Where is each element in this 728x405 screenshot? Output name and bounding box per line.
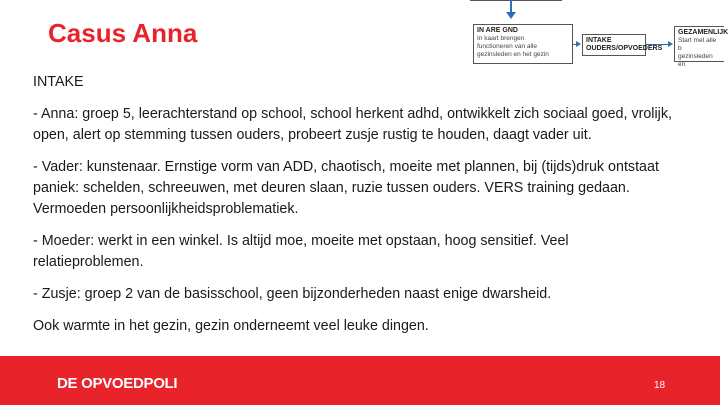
flow-box-text: In kaart brengen <box>477 35 525 42</box>
flow-box-heading: GEZAMENLIJK <box>678 29 728 36</box>
paragraph-anna: - Anna: groep 5, leerachterstand op school, school herkent adhd, ontwikkelt zich sociaal goed, vrolijk, open, alert op stemming tussen ouders, probeert zusje rustig te houden, daagt vader uit. <box>33 106 672 143</box>
flow-box-text: gezinsleden en <box>678 53 713 68</box>
paragraph-moeder: - Moeder: werkt in een winkel. Is altijd moe, moeite met opstaan, hoog sensitief. Veel relatieproblemen. <box>33 233 569 270</box>
flow-box-heading: INTAKE <box>586 37 612 44</box>
arrow-down-icon <box>506 12 516 19</box>
flow-box-text: gezinsleden en het gezin <box>477 51 549 58</box>
brand-logo: DE OPVOEDPOLI <box>57 375 178 392</box>
paragraph-zusje: - Zusje: groep 2 van de basisschool, geen bijzonderheden naast enige dwarsheid. <box>33 286 552 302</box>
flow-box-text: Start met alle b <box>678 37 717 52</box>
flow-box-joint <box>674 26 728 68</box>
diagram-top-line <box>470 0 562 1</box>
paragraph-vader: - Vader: kunstenaar. Ernstige vorm van ADD, chaotisch, moeite met plannen, bij (tijds)druk ontstaat paniek: schelden, schreeuwen, met deuren slaan, ruzie tussen ouders. VERS training gedaan. Vermoeden persoonlijkheidsproblematiek. <box>33 159 659 217</box>
flow-box-heading: IN ARE GND <box>477 27 518 34</box>
flow-box-inventory <box>473 24 573 64</box>
flow-connector <box>646 44 670 45</box>
page-number: 18 <box>654 380 666 391</box>
flow-box-intake <box>582 34 663 56</box>
flow-box-text: functioneren van alle <box>477 43 537 50</box>
section-heading: INTAKE <box>33 74 84 90</box>
slide-title: Casus Anna <box>48 18 198 48</box>
footer-bar <box>0 356 720 405</box>
slide-body <box>33 72 673 348</box>
flow-box-text: OUDERS/OPVOEDERS <box>586 45 663 52</box>
flow-diagram <box>470 0 728 68</box>
paragraph-warmte: Ook warmte in het gezin, gezin onderneemt veel leuke dingen. <box>33 318 429 334</box>
arrow-right-icon <box>668 41 673 47</box>
arrow-right-icon <box>576 41 581 47</box>
